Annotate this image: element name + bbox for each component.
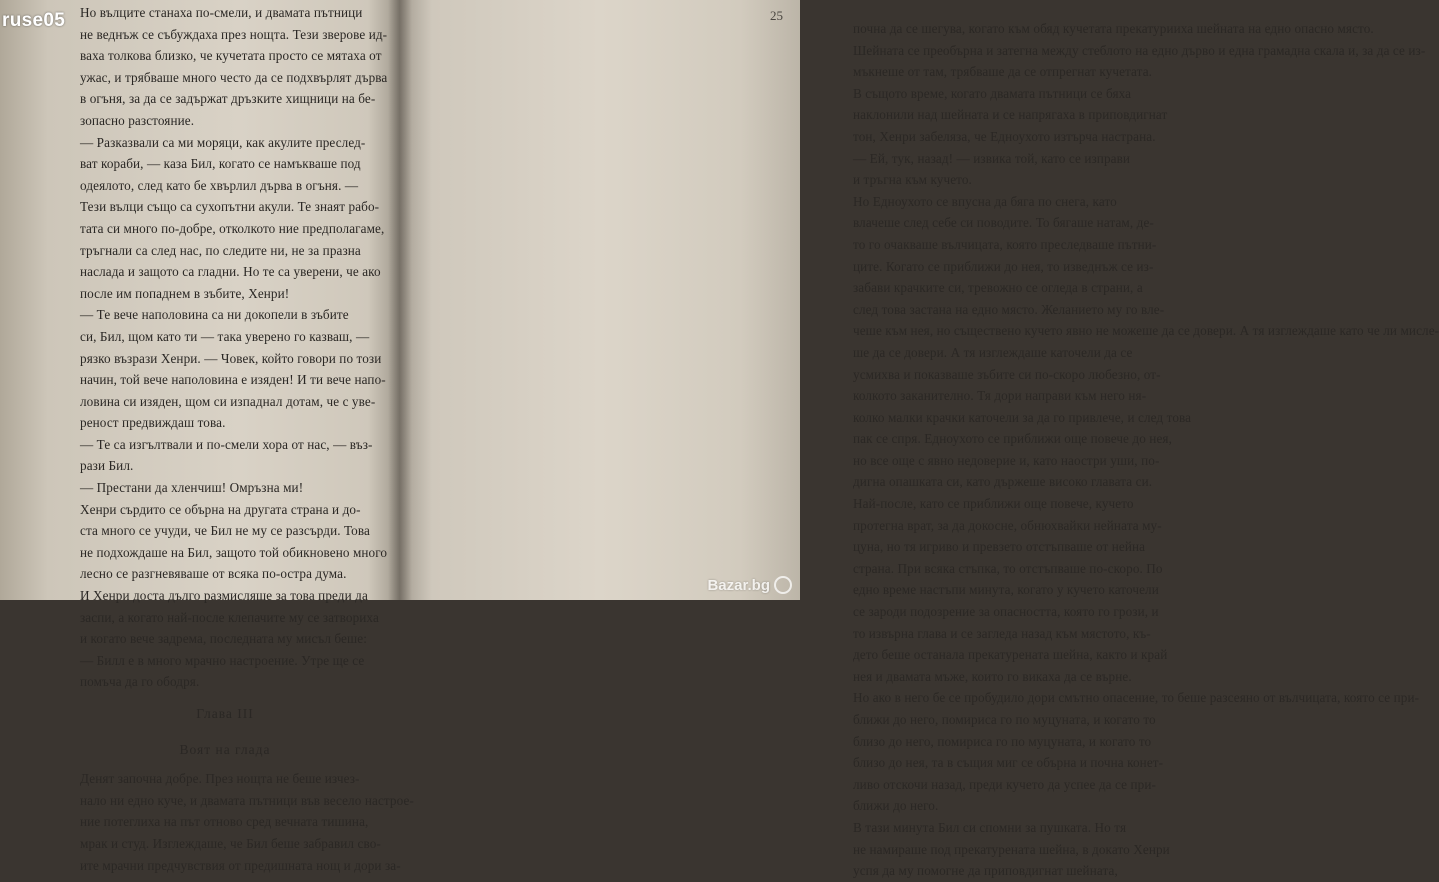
text-line: ваха толкова близко, че кучетата просто се мятаха от xyxy=(80,48,382,64)
text-line: рязко възрази Хенри. — Човек, който говори по този xyxy=(80,350,382,366)
text-line: близо до него, помириса го по муцуната, и когато то xyxy=(853,733,1152,749)
text-line: влачеше след себе си поводите. То бягаше натам, де- xyxy=(853,215,1154,231)
text-line: чеше към нея, но съществено кучето явно не можеше да се довери. А тя изглеждаше като че ли мисле- xyxy=(853,323,1439,339)
text-line: близо до нея, та в същия миг се обърна и почна конет- xyxy=(853,755,1164,771)
text-line: ужас, и трябваше много често да се подхвърлят дърва xyxy=(80,69,388,85)
text-line: Хенри сърдито се обърна на другата страна и до- xyxy=(80,501,361,517)
text-line: заспи, а когато най-после клепачите му се затвориха xyxy=(80,609,379,625)
text-line: реност предвиждаш това. xyxy=(80,415,226,431)
text-line: и когато вече задрема, последната му мисъл беше: xyxy=(80,631,367,647)
text-line: си, Бил, щом като ти — така уверено го казваш, — xyxy=(80,328,370,344)
text-line: нало ни едно куче, и двамата пътници във весело настрое- xyxy=(80,792,414,808)
text-line: успя да му помогне да приповдигнат шейната, xyxy=(853,863,1118,879)
text-line: в огъня, за да се задържат дръзките хищници на бе- xyxy=(80,91,376,107)
text-line: то извърна глава и се загледа назад към мястото, къ- xyxy=(853,625,1151,641)
text-line: помъча да го ободря. xyxy=(80,674,200,690)
text-line: — Ей, тук, назад! — извика той, като се изправи xyxy=(853,150,1131,166)
text-line: Шейната се преобърна и затегна между стеблото на едно дърво и една грамадна скала и, за да се из- xyxy=(853,42,1426,58)
text-line: наклонили над шейната и се напрягаха в приповдигнат xyxy=(853,107,1168,123)
text-line: ците. Когато се приближи до нея, то изведнъж се из- xyxy=(853,258,1154,274)
chapter-heading: Глава III xyxy=(196,706,254,721)
text-line: почна да се шегува, когато към обяд кучетата прекатурииха шейната на едно опасно място. xyxy=(853,21,1374,36)
watermark-bottom-label: Bazar.bg xyxy=(707,576,770,594)
text-line: ват кораби, — каза Бил, когато се намъкваше под xyxy=(80,156,361,172)
text-line: едно време настъпи минута, когато у кучето каточели xyxy=(853,582,1159,598)
text-line: пак се спря. Едноухото се приближи още повече до нея, xyxy=(853,431,1172,447)
text-line: — Престани да хленчиш! Омръзна ми! xyxy=(80,480,304,496)
text-line: ста много се учуди, че Бил не му се разсърди. Това xyxy=(80,523,370,539)
text-line: но все още с явно недоверие и, като наостри уши, по- xyxy=(853,452,1160,468)
text-line: ние потеглиха на път отново сред вечната тишина, xyxy=(80,814,369,830)
text-line: ше да се довери. А тя изглеждаше каточели да се xyxy=(853,344,1133,360)
text-line: след това застана на едно място. Желанието му го вле- xyxy=(853,301,1165,317)
text-line: лесно се разгневяваше от всяка по-остра дума. xyxy=(80,566,347,582)
text-line: мрак и студ. Изглеждаше, че Бил беше забравил сво- xyxy=(80,835,381,851)
right-page-text xyxy=(853,18,1439,882)
text-line: Но Едноухото се впусна да бяга по снега, като xyxy=(853,193,1117,209)
text-line: Денят започна добре. През нощта не беше изчез- xyxy=(80,771,360,787)
left-page-text xyxy=(80,2,414,876)
text-line: тон, Хенри забеляза, че Едноухото изтърча настрана. xyxy=(853,128,1156,144)
text-line: усмихва и показваше зъбите си по-скоро любезно, от- xyxy=(853,366,1161,382)
text-line: не веднъж се събуждаха през нощта. Тези зверове ид- xyxy=(80,26,388,42)
text-line: не подхождаше на Бил, защото той обикновено много xyxy=(80,544,388,560)
text-line: после им попаднем в зъбите, Хенри! xyxy=(80,285,290,301)
text-line: протегна врат, за да докосне, обнюхвайки нейната му- xyxy=(853,517,1162,533)
text-line: забави крачките си, тревожно се огледа в страни, а xyxy=(853,280,1143,296)
text-line: колкото заканително. Тя дори направи към него ня- xyxy=(853,388,1147,404)
text-line: одеялото, след като бе хвърлил дърва в огъня. — xyxy=(80,177,359,193)
left-page xyxy=(0,0,414,873)
text-line: и тръгна към кучето. xyxy=(853,172,972,188)
text-line: се зароди подозрение за опасността, която го грози, и xyxy=(853,604,1159,620)
watermark-logo-top: ruse05 xyxy=(2,10,66,31)
text-line: ближи до него. xyxy=(853,798,939,814)
text-line: начин, той вече наполовина е изяден! И ти вече напо- xyxy=(80,372,386,388)
text-line: Тези вълци също са сухопътни акули. Те знаят рабо- xyxy=(80,199,380,215)
text-line: И Хенри доста дълго размисляше за това преди да xyxy=(80,588,368,604)
text-line: не намираше под прекатурената шейна, в докато Хенри xyxy=(853,841,1170,857)
watermark-bottom xyxy=(707,576,792,594)
text-line: — Билл е в много мрачно настроение. Утре ще се xyxy=(80,652,365,668)
text-line: дето беше останала прекатурената шейна, както и край xyxy=(853,647,1168,663)
text-line: В тази минута Бил си спомни за пушката. Но тя xyxy=(853,819,1127,835)
text-line: зопасно разстояние. xyxy=(80,112,195,128)
text-line: ловина си изяден, щом си изпаднал дотам, че с уве- xyxy=(80,393,376,409)
text-line: нея и двамата мъже, които го викаха да се върне. xyxy=(853,668,1132,684)
text-line: колко малки крачки каточели за да го привлече, и след това xyxy=(853,409,1192,425)
text-line: — Разказвали са ми моряци, как акулите преслед- xyxy=(80,134,366,150)
text-line: В същото време, когато двамата пътници се бяха xyxy=(853,85,1132,101)
text-line: Но ако в него бе се пробудило дори смътно опасение, то беше разсеяно от вълчицата, която се при- xyxy=(853,690,1420,706)
text-line: рази Бил. xyxy=(80,458,134,474)
text-line: ливо отскочи назад, преди кучето да успее да се при- xyxy=(853,776,1156,792)
text-line: страна. При всяка стъпка, то отстъпваше по-скоро. По xyxy=(853,560,1163,576)
text-line: ите мрачни предчувствия от предишната нощ и дори за- xyxy=(80,857,401,873)
text-line: ближи до него, помириса го по муцуната, и когато то xyxy=(853,712,1156,727)
text-line: мъкнеше от там, трябваше да се отпрегнат кучетата. xyxy=(853,64,1153,80)
text-line: тата си много по-добре, отколкото ние предполагаме, xyxy=(80,220,385,236)
text-line: дигна опашката си, като държеше високо главата си. xyxy=(853,474,1153,490)
right-page xyxy=(400,0,1439,879)
chapter-title: Воят на глада xyxy=(179,741,271,757)
text-line: то го очакваше вълчицата, която преследваше пътни- xyxy=(853,236,1157,252)
text-line: Най-после, като се приближи още повече, кучето xyxy=(853,496,1134,512)
book-gutter xyxy=(388,0,412,600)
text-line: — Те са изгълтвали и по-смели хора от нас, — въз- xyxy=(80,436,373,452)
watermark-logo-icon xyxy=(774,576,792,594)
text-line: наслада и защото са гладни. Но те са уверени, че ако xyxy=(80,264,381,280)
text-line: — Те вече наполовина са ни докопели в зъбите xyxy=(80,307,349,323)
text-line: тръгнали са след нас, по следите ни, не за празна xyxy=(80,242,361,258)
text-line: Но вълците станаха по-смели, и двамата пътници xyxy=(80,5,363,20)
page-number: 25 xyxy=(770,8,783,23)
text-line: цуна, но тя игриво и превзето отстъпваше от нейна xyxy=(853,539,1146,555)
